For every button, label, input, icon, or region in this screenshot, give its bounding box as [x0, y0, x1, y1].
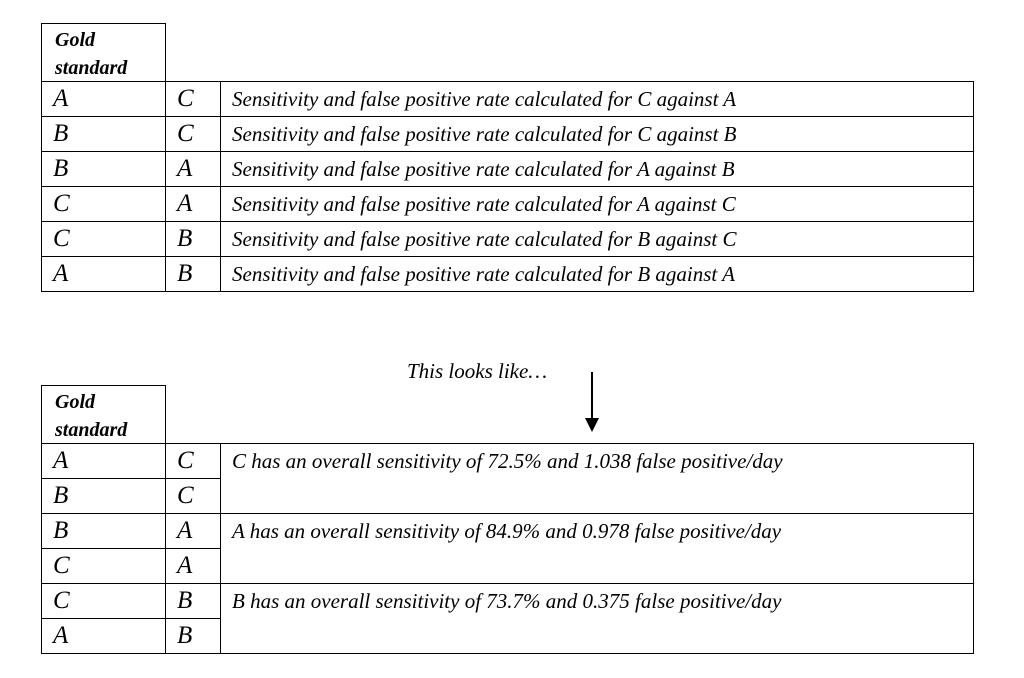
table1-header-line-1: Gold: [55, 29, 95, 51]
table2-row-2-test: C: [177, 482, 194, 509]
table1-row-4-test: A: [177, 190, 193, 217]
table1-row-6-test: B: [177, 260, 193, 287]
table1-row-1-gold: A: [53, 85, 69, 112]
table2-row-1-gold: A: [53, 447, 69, 474]
table2-row-3-test: A: [177, 517, 193, 544]
table1-row-2-gold: B: [53, 120, 69, 147]
table2-row-6-gold: A: [53, 622, 69, 649]
annotation-text: This looks like…: [407, 359, 547, 383]
table1-row-1-test: C: [177, 85, 194, 112]
table2-summary-c: C has an overall sensitivity of 72.5% and 1.038 false positive/day: [232, 449, 783, 473]
table1-header-line-2: standard: [55, 57, 128, 79]
arrow-down-icon: [582, 372, 602, 434]
table1-row-3-desc: Sensitivity and false positive rate calculated for A against B: [232, 157, 735, 181]
table2-header-line-1: Gold: [55, 391, 95, 413]
table2-row-1-test: C: [177, 447, 194, 474]
table1-row-3-gold: B: [53, 155, 69, 182]
table1-row-5-test: B: [177, 225, 193, 252]
table2-header-line-2: standard: [55, 419, 128, 441]
table1-row-5-desc: Sensitivity and false positive rate calculated for B against C: [232, 227, 737, 251]
table2-row-4-test: A: [177, 552, 193, 579]
table1-row-4-desc: Sensitivity and false positive rate calculated for A against C: [232, 192, 736, 216]
table2-row-4-gold: C: [53, 552, 70, 579]
table2-summary-a: A has an overall sensitivity of 84.9% and 0.978 false positive/day: [232, 519, 782, 543]
table2-row-5-test: B: [177, 587, 193, 614]
table2-row-2-gold: B: [53, 482, 69, 509]
table2-row-3-gold: B: [53, 517, 69, 544]
table2-summary-b: B has an overall sensitivity of 73.7% and 0.375 false positive/day: [232, 589, 782, 613]
table2-row-5-gold: C: [53, 587, 70, 614]
table1-header: [41, 23, 166, 82]
table1-row-6-gold: A: [53, 260, 69, 287]
table1-row-6-desc: Sensitivity and false positive rate calculated for B against A: [232, 262, 735, 286]
table1-row-5-gold: C: [53, 225, 70, 252]
table2-header: [41, 385, 166, 444]
table1-row-2-desc: Sensitivity and false positive rate calculated for C against B: [232, 122, 737, 146]
table1-row-4-gold: C: [53, 190, 70, 217]
table1-row-3-test: A: [177, 155, 193, 182]
table1-row-1-desc: Sensitivity and false positive rate calculated for C against A: [232, 87, 737, 111]
table2-row-6-test: B: [177, 622, 193, 649]
table1-row-2-test: C: [177, 120, 194, 147]
